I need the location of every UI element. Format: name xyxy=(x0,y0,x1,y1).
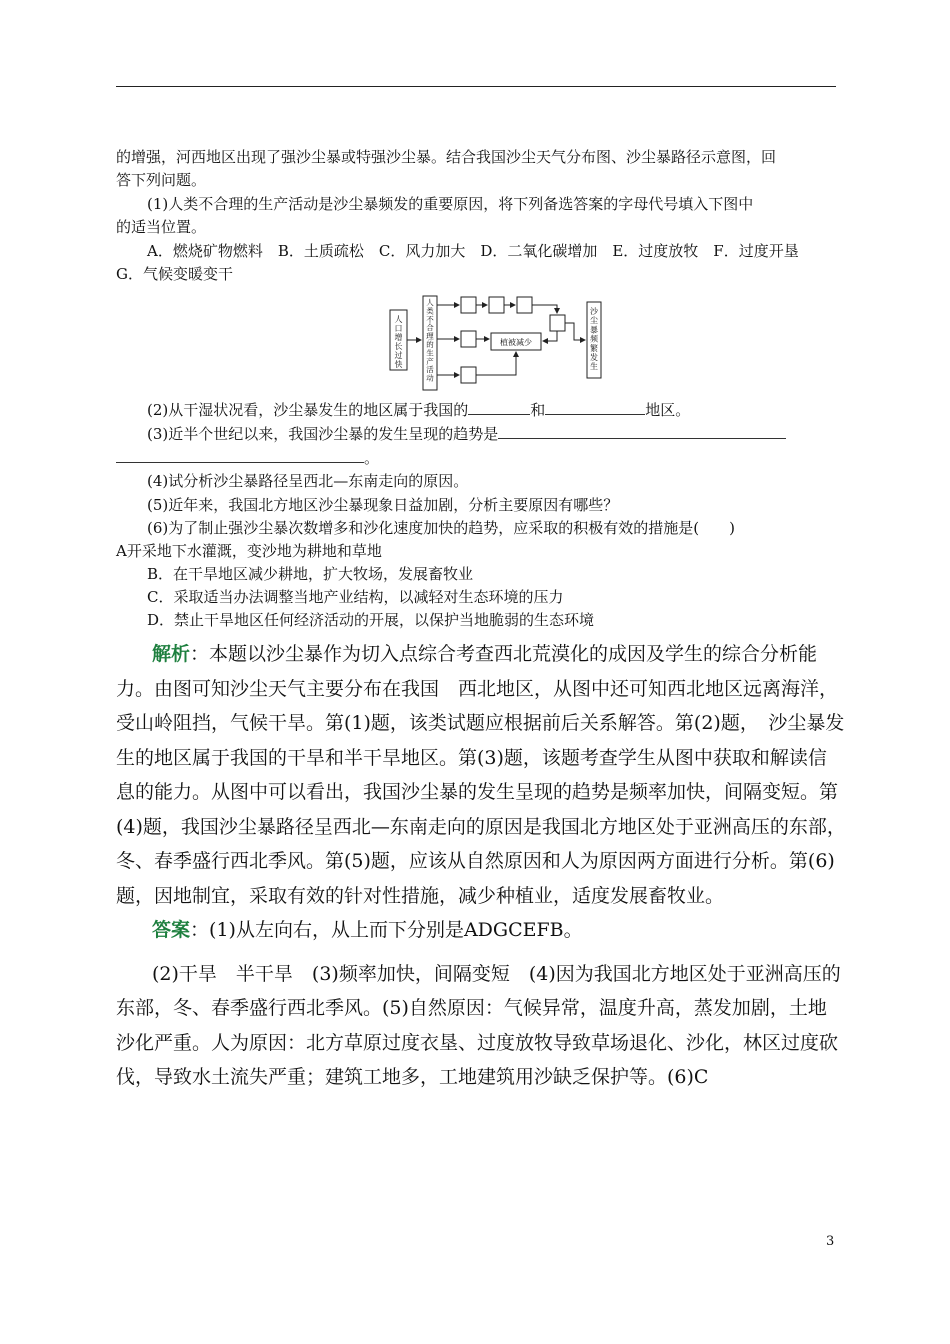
q1-options-line-2: G．气候变暖变干 xyxy=(116,265,233,283)
blank-box-6 xyxy=(550,315,565,331)
svg-text:人口增长过快: 人口增长过快 xyxy=(394,315,403,369)
analysis-line-7: 冬、春季盛行西北季风。第(5)题，应该从自然原因和人为原因两方面进行分析。第(6) xyxy=(116,850,835,872)
q6-stem: (6)为了制止强沙尘暴次数增多和沙化速度加快的趋势，应采取的积极有效的措施是( ) xyxy=(147,519,735,537)
q6-option-d: D．禁止干旱地区任何经济活动的开展，以保护当地脆弱的生态环境 xyxy=(147,611,595,629)
answer-line-1: (1)从左向右，从上而下分别是ADGCEFB。 xyxy=(209,919,583,941)
analysis-line-4: 生的地区属于我国的干旱和半干旱地区。第(3)题，该题考查学生从图中获取和解读信 xyxy=(116,746,827,769)
answer-block xyxy=(116,913,840,1095)
cause-flow-diagram xyxy=(384,292,610,392)
q2-blank-2[interactable] xyxy=(545,398,645,415)
analysis-line-5: 息的能力。从图中可以看出，我国沙尘暴的发生呈现的趋势是频率加快，间隔变短。第 xyxy=(116,781,839,803)
q2-mid: 和 xyxy=(530,401,546,419)
q6-option-c: C．采取适当办法调整当地产业结构，以减轻对生态环境的压力 xyxy=(147,588,564,606)
label-vegetation-reduction: 植被减少 xyxy=(500,338,532,347)
page-number: 3 xyxy=(826,1234,835,1249)
q3-line-1 xyxy=(147,422,869,445)
answer-colon: ： xyxy=(190,919,210,941)
q2-line xyxy=(147,398,869,421)
q3-blank-1[interactable] xyxy=(498,422,786,439)
blank-box-4 xyxy=(461,331,476,347)
analysis-line-3: 受山岭阻挡，气候干旱。第(1)题，该类试题应根据前后关系解答。第(2)题， 沙尘暴发 xyxy=(116,712,845,734)
q5-line: (5)近年来，我国北方地区沙尘暴现象日益加剧，分析主要原因有哪些？ xyxy=(147,496,619,514)
intro-line-2: 答下列问题。 xyxy=(116,171,207,189)
blank-box-2 xyxy=(489,297,504,313)
q3-end: 。 xyxy=(364,449,380,467)
answer-label: 答案 xyxy=(152,919,191,941)
analysis-line-1: 本题以沙尘暴作为切入点综合考查西北荒漠化的成因及学生的综合分析能 xyxy=(209,643,818,665)
q3-prefix: (3)近半个世纪以来，我国沙尘暴的发生呈现的趋势是 xyxy=(147,425,499,443)
analysis-line-6: (4)题，我国沙尘暴路径呈西北—东南走向的原因是我国北方地区处于亚洲高压的东部， xyxy=(116,815,846,838)
q2-prefix: (2)从干湿状况看，沙尘暴发生的地区属于我国的 xyxy=(147,401,469,419)
q6-option-b: B．在干旱地区减少耕地，扩大牧场，发展畜牧业 xyxy=(147,565,474,583)
q2-suffix: 地区。 xyxy=(645,401,691,419)
blank-box-3 xyxy=(517,297,532,313)
q1-options-line-1: A．燃烧矿物燃料 B．土质疏松 C．风力加大 D．二氧化碳增加 E．过度放牧 F．过度开垦 xyxy=(147,242,799,260)
analysis-line-2: 力。由图可知沙尘天气主要分布在我国 西北地区，从图中还可知西北地区远离海洋， xyxy=(116,677,839,700)
analysis-colon: ： xyxy=(190,643,210,665)
blank-box-5 xyxy=(461,367,476,383)
header-rule xyxy=(116,86,836,87)
svg-text:人类不合理的生产活动: 人类不合理的生产活动 xyxy=(426,298,434,383)
q1-stem-line-1: (1)人类不合理的生产活动是沙尘暴频发的重要原因，将下列备选答案的字母代号填入下图中 xyxy=(147,195,754,213)
q4-line: (4)试分析沙尘暴路径呈西北—东南走向的原因。 xyxy=(147,472,469,490)
analysis-block xyxy=(116,637,846,913)
analysis-label: 解析 xyxy=(152,643,191,665)
label-frequent-sandstorm xyxy=(590,306,599,371)
svg-text:沙尘暴频繁发生: 沙尘暴频繁发生 xyxy=(590,307,598,372)
answer-line-2: (2)干旱 半干旱 (3)频率加快，间隔变短 (4)因为我国北方地区处于亚洲高压的 xyxy=(152,962,841,985)
q3-line-2 xyxy=(116,446,838,469)
intro-line-1: 的增强，河西地区出现了强沙尘暴或特强沙尘暴。结合我国沙尘天气分布图、沙尘暴路径示意图，回 xyxy=(116,148,777,166)
label-population-growth xyxy=(395,314,403,369)
answer-line-5: 伐，导致水土流失严重；建筑工地多，工地建筑用沙缺乏保护等。(6)C xyxy=(116,1066,709,1088)
q2-blank-1[interactable] xyxy=(468,398,530,415)
blank-box-1 xyxy=(461,297,476,313)
q3-blank-2[interactable] xyxy=(116,446,364,463)
label-human-activity xyxy=(426,297,434,383)
analysis-line-8: 题，因地制宜，采取有效的针对性措施，减少种植业，适度发展畜牧业。 xyxy=(116,884,725,907)
answer-line-4: 沙化严重。人为原因：北方草原过度衣垦、过度放牧导致草场退化、沙化，林区过度砍 xyxy=(116,1031,839,1054)
q1-stem-line-2: 的适当位置。 xyxy=(116,218,207,236)
answer-line-3: 东部，冬、春季盛行西北季风。(5)自然原因：气候异常，温度升高，蒸发加剧，土地 xyxy=(116,997,827,1019)
q6-option-a: A开采地下水灌溉，变沙地为耕地和草地 xyxy=(116,542,382,560)
